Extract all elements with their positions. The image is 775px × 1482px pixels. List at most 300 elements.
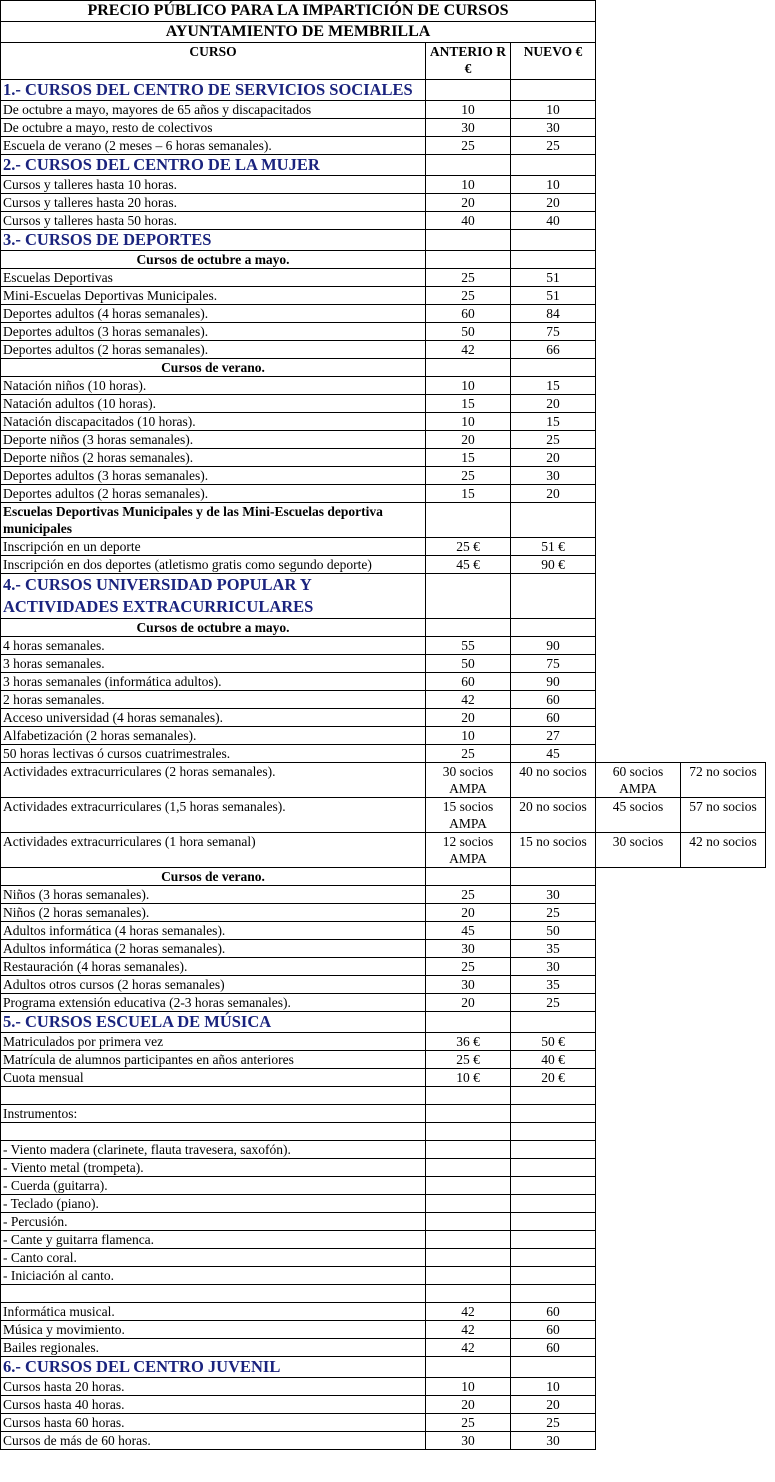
price-anterior — [426, 1267, 511, 1285]
table-row — [1, 305, 766, 323]
spacer-cell — [596, 431, 681, 449]
header-anterior: ANTERIO R € — [426, 43, 511, 80]
spacer-cell — [681, 886, 766, 904]
document-subtitle: AYUNTAMIENTO DE MEMBRILLA — [1, 22, 596, 43]
spacer-cell — [681, 323, 766, 341]
spacer-cell — [596, 958, 681, 976]
table-row — [1, 1378, 766, 1396]
section-heading-row — [1, 1012, 766, 1033]
spacer-cell — [596, 976, 681, 994]
spacer-cell — [681, 1069, 766, 1087]
group-heading-row — [1, 503, 766, 538]
price-anterior: 50 — [426, 323, 511, 341]
price-anterior: 25 € — [426, 538, 511, 556]
course-name: Cursos de más de 60 horas. — [1, 1432, 426, 1450]
table-row — [1, 1141, 766, 1159]
price-anterior: 25 — [426, 886, 511, 904]
spacer-cell — [596, 940, 681, 958]
price-anterior: 20 — [426, 994, 511, 1012]
price-nuevo: 20 no socios — [511, 798, 596, 833]
course-name: 50 horas lectivas ó cursos cuatrimestrales. — [1, 745, 426, 763]
table-row — [1, 1105, 766, 1123]
price-nuevo — [511, 1231, 596, 1249]
spacer-cell — [681, 538, 766, 556]
course-name: Inscripción en un deporte — [1, 538, 426, 556]
spacer-cell — [681, 1339, 766, 1357]
empty-cell — [511, 503, 596, 538]
spacer-cell — [681, 868, 766, 886]
spacer-cell — [596, 994, 681, 1012]
price-anterior: 45 € — [426, 556, 511, 574]
spacer-cell — [596, 538, 681, 556]
spacer-cell — [681, 413, 766, 431]
table-row — [1, 287, 766, 305]
price-nuevo: 15 no socios — [511, 833, 596, 868]
spacer-cell — [681, 1357, 766, 1378]
table-row — [1, 1195, 766, 1213]
course-name: Natación adultos (10 horas). — [1, 395, 426, 413]
spacer-cell — [596, 1414, 681, 1432]
spacer-cell — [681, 485, 766, 503]
spacer-cell — [596, 868, 681, 886]
price-anterior: 20 — [426, 709, 511, 727]
course-name: Niños (2 horas semanales). — [1, 904, 426, 922]
empty-cell — [511, 80, 596, 101]
price-anterior — [426, 1177, 511, 1195]
section-heading: 3.- CURSOS DE DEPORTES — [1, 230, 426, 251]
price-anterior: 40 — [426, 212, 511, 230]
table-row — [1, 194, 766, 212]
price-anterior: 10 — [426, 176, 511, 194]
spacer-cell — [681, 176, 766, 194]
price-nuevo: 45 — [511, 745, 596, 763]
spacer-cell — [596, 1339, 681, 1357]
course-name: - Canto coral. — [1, 1249, 426, 1267]
subheading: Cursos de octubre a mayo. — [1, 619, 426, 637]
spacer-cell — [681, 1267, 766, 1285]
spacer-cell — [596, 395, 681, 413]
table-row — [1, 431, 766, 449]
spacer-cell — [681, 1159, 766, 1177]
spacer-cell — [681, 655, 766, 673]
spacer-cell — [681, 709, 766, 727]
course-name: 2 horas semanales. — [1, 691, 426, 709]
price-anterior: 42 — [426, 1321, 511, 1339]
spacer-cell — [596, 1378, 681, 1396]
table-row — [1, 655, 766, 673]
empty-cell — [426, 251, 511, 269]
course-name: Música y movimiento. — [1, 1321, 426, 1339]
price-anterior: 25 — [426, 467, 511, 485]
section-heading-row — [1, 80, 766, 101]
course-name: Actividades extracurriculares (1 hora semanal) — [1, 833, 426, 868]
price-nuevo: 25 — [511, 904, 596, 922]
course-name — [1, 1285, 426, 1303]
table-row — [1, 1339, 766, 1357]
price-nuevo: 40 no socios — [511, 763, 596, 798]
spacer-cell — [681, 940, 766, 958]
price-nuevo: 66 — [511, 341, 596, 359]
course-name: - Viento madera (clarinete, flauta travesera, saxofón). — [1, 1141, 426, 1159]
table-row — [1, 1231, 766, 1249]
price-nuevo: 25 — [511, 994, 596, 1012]
price-anterior: 30 — [426, 1432, 511, 1450]
table-row — [1, 137, 766, 155]
empty-cell — [511, 155, 596, 176]
extracurricular-row — [1, 763, 766, 798]
price-nuevo: 10 — [511, 1378, 596, 1396]
price-anterior — [426, 1105, 511, 1123]
course-name: 3 horas semanales (informática adultos). — [1, 673, 426, 691]
spacer-cell — [681, 1213, 766, 1231]
section-heading-row — [1, 1357, 766, 1378]
spacer-cell — [596, 673, 681, 691]
spacer-cell — [681, 1141, 766, 1159]
price-nuevo — [511, 1141, 596, 1159]
price-nuevo: 50 — [511, 922, 596, 940]
spacer-cell — [596, 1069, 681, 1087]
empty-cell — [511, 574, 596, 619]
spacer-cell — [596, 922, 681, 940]
price-nuevo: 30 — [511, 119, 596, 137]
empty-cell — [511, 1357, 596, 1378]
price-anterior: 15 socios AMPA — [426, 798, 511, 833]
spacer-cell — [596, 1285, 681, 1303]
subheading: Cursos de verano. — [1, 359, 426, 377]
empty-cell — [426, 155, 511, 176]
course-name: - Cante y guitarra flamenca. — [1, 1231, 426, 1249]
course-name — [1, 1123, 426, 1141]
spacer-cell — [596, 176, 681, 194]
subheading-row — [1, 868, 766, 886]
spacer-cell — [596, 1033, 681, 1051]
price-anterior: 10 € — [426, 1069, 511, 1087]
price-anterior: 10 — [426, 101, 511, 119]
price-anterior — [426, 1285, 511, 1303]
course-name: Adultos informática (4 horas semanales). — [1, 922, 426, 940]
header-curso: CURSO — [1, 43, 426, 80]
course-name: Deportes adultos (2 horas semanales). — [1, 485, 426, 503]
course-name: De octubre a mayo, resto de colectivos — [1, 119, 426, 137]
price-anterior — [426, 1213, 511, 1231]
price-anterior: 10 — [426, 1378, 511, 1396]
course-name: Mini-Escuelas Deportivas Municipales. — [1, 287, 426, 305]
course-name: Informática musical. — [1, 1303, 426, 1321]
table-row — [1, 1159, 766, 1177]
empty-cell — [426, 359, 511, 377]
price-anterior: 30 — [426, 119, 511, 137]
price-anterior: 36 € — [426, 1033, 511, 1051]
spacer-cell — [596, 341, 681, 359]
table-row — [1, 323, 766, 341]
price-nuevo — [511, 1267, 596, 1285]
price-anterior: 30 — [426, 940, 511, 958]
price-nuevo: 25 — [511, 1414, 596, 1432]
table-row — [1, 1051, 766, 1069]
price-anterior — [426, 1087, 511, 1105]
course-name: Matrícula de alumnos participantes en años anteriores — [1, 1051, 426, 1069]
spacer-cell — [681, 1195, 766, 1213]
price-nuevo: 20 — [511, 1396, 596, 1414]
course-name: Bailes regionales. — [1, 1339, 426, 1357]
table-row — [1, 1213, 766, 1231]
price-anterior: 25 — [426, 269, 511, 287]
price-nuevo — [511, 1105, 596, 1123]
spacer-cell — [596, 904, 681, 922]
spacer-cell — [681, 1105, 766, 1123]
table-row — [1, 413, 766, 431]
empty-cell — [511, 230, 596, 251]
course-name: - Cuerda (guitarra). — [1, 1177, 426, 1195]
table-row — [1, 1069, 766, 1087]
spacer-cell — [596, 619, 681, 637]
price-anterior: 25 — [426, 287, 511, 305]
course-name: Cursos y talleres hasta 10 horas. — [1, 176, 426, 194]
subheading-row — [1, 359, 766, 377]
price-nuevo: 30 — [511, 886, 596, 904]
table-row — [1, 1033, 766, 1051]
empty-cell — [511, 619, 596, 637]
spacer-cell — [596, 269, 681, 287]
price-anterior: 25 — [426, 137, 511, 155]
spacer-cell — [681, 1396, 766, 1414]
table-row — [1, 1267, 766, 1285]
spacer-cell — [596, 503, 681, 538]
price-nuevo — [511, 1195, 596, 1213]
spacer-cell — [681, 251, 766, 269]
table-row — [1, 212, 766, 230]
spacer-cell — [681, 341, 766, 359]
spacer-cell — [681, 1177, 766, 1195]
spacer-cell — [596, 413, 681, 431]
spacer-cell — [596, 119, 681, 137]
price-nuevo: 90 — [511, 673, 596, 691]
spacer-cell — [681, 503, 766, 538]
price-anterior: 10 — [426, 377, 511, 395]
course-name: Acceso universidad (4 horas semanales). — [1, 709, 426, 727]
table-row — [1, 1303, 766, 1321]
table-row — [1, 485, 766, 503]
price-extra-2: 57 no socios — [681, 798, 766, 833]
document-title: PRECIO PÚBLICO PARA LA IMPARTICIÓN DE CURSOS — [1, 1, 596, 22]
table-row — [1, 904, 766, 922]
price-anterior: 42 — [426, 1303, 511, 1321]
price-anterior: 15 — [426, 449, 511, 467]
course-name: Restauración (4 horas semanales). — [1, 958, 426, 976]
table-row — [1, 922, 766, 940]
spacer-cell — [596, 727, 681, 745]
course-name: Adultos informática (2 horas semanales). — [1, 940, 426, 958]
course-name: Deportes adultos (4 horas semanales). — [1, 305, 426, 323]
spacer-cell — [681, 958, 766, 976]
price-anterior: 45 — [426, 922, 511, 940]
price-nuevo: 10 — [511, 101, 596, 119]
subheading: Cursos de verano. — [1, 868, 426, 886]
price-nuevo: 40 € — [511, 1051, 596, 1069]
spacer-cell — [596, 101, 681, 119]
empty-cell — [426, 574, 511, 619]
price-nuevo: 60 — [511, 1303, 596, 1321]
header-row — [1, 43, 766, 80]
table-row — [1, 1249, 766, 1267]
spacer-cell — [681, 212, 766, 230]
spacer-cell — [596, 574, 681, 619]
spacer-cell — [596, 1321, 681, 1339]
spacer-cell — [681, 377, 766, 395]
spacer-cell — [596, 449, 681, 467]
course-name: Instrumentos: — [1, 1105, 426, 1123]
spacer-cell — [596, 1267, 681, 1285]
price-nuevo: 75 — [511, 655, 596, 673]
price-anterior: 25 € — [426, 1051, 511, 1069]
price-nuevo: 60 — [511, 1321, 596, 1339]
price-nuevo: 20 — [511, 485, 596, 503]
table-row — [1, 1432, 766, 1450]
spacer-cell — [681, 467, 766, 485]
price-anterior: 10 — [426, 413, 511, 431]
course-name: Natación niños (10 horas). — [1, 377, 426, 395]
spacer-cell — [596, 1213, 681, 1231]
spacer-cell — [596, 886, 681, 904]
price-extra-2: 72 no socios — [681, 763, 766, 798]
spacer-cell — [681, 1033, 766, 1051]
subheading-row — [1, 619, 766, 637]
spacer-cell — [681, 673, 766, 691]
price-extra-1: 60 socios AMPA — [596, 763, 681, 798]
course-name: Programa extensión educativa (2-3 horas semanales). — [1, 994, 426, 1012]
price-anterior: 60 — [426, 673, 511, 691]
empty-cell — [426, 619, 511, 637]
spacer-cell — [596, 1123, 681, 1141]
course-name: Adultos otros cursos (2 horas semanales) — [1, 976, 426, 994]
price-nuevo — [511, 1123, 596, 1141]
table-row — [1, 1321, 766, 1339]
price-nuevo: 51 — [511, 269, 596, 287]
price-anterior: 55 — [426, 637, 511, 655]
section-heading-row — [1, 574, 766, 619]
price-nuevo: 90 — [511, 637, 596, 655]
table-row — [1, 1396, 766, 1414]
spacer-cell — [681, 359, 766, 377]
spacer-cell — [681, 619, 766, 637]
spacer-cell — [681, 287, 766, 305]
course-name: 3 horas semanales. — [1, 655, 426, 673]
course-name: Actividades extracurriculares (2 horas semanales). — [1, 763, 426, 798]
spacer-cell — [681, 137, 766, 155]
empty-cell — [426, 868, 511, 886]
table-row — [1, 269, 766, 287]
price-anterior — [426, 1195, 511, 1213]
spacer-cell — [596, 137, 681, 155]
course-name: - Teclado (piano). — [1, 1195, 426, 1213]
table-row — [1, 1414, 766, 1432]
course-name: Actividades extracurriculares (1,5 horas semanales). — [1, 798, 426, 833]
course-name: 4 horas semanales. — [1, 637, 426, 655]
spacer-cell — [681, 1303, 766, 1321]
empty-cell — [426, 1012, 511, 1033]
price-anterior: 25 — [426, 1414, 511, 1432]
course-name: Cursos y talleres hasta 20 horas. — [1, 194, 426, 212]
spacer-cell — [596, 1177, 681, 1195]
table-row — [1, 176, 766, 194]
section-heading-row — [1, 155, 766, 176]
course-name: Deportes adultos (3 horas semanales). — [1, 467, 426, 485]
price-anterior: 20 — [426, 904, 511, 922]
course-name: Deportes adultos (2 horas semanales). — [1, 341, 426, 359]
course-name: Deporte niños (3 horas semanales). — [1, 431, 426, 449]
spacer-cell — [681, 431, 766, 449]
spacer-cell — [681, 904, 766, 922]
price-nuevo: 15 — [511, 413, 596, 431]
course-name: Cursos hasta 40 horas. — [1, 1396, 426, 1414]
table-row — [1, 940, 766, 958]
spacer-cell — [681, 574, 766, 619]
price-nuevo: 35 — [511, 940, 596, 958]
spacer-cell — [596, 1396, 681, 1414]
spacer-cell — [596, 212, 681, 230]
price-nuevo: 30 — [511, 958, 596, 976]
empty-cell — [511, 359, 596, 377]
price-nuevo — [511, 1087, 596, 1105]
course-name: Cursos y talleres hasta 50 horas. — [1, 212, 426, 230]
table-row — [1, 101, 766, 119]
course-name: Deporte niños (2 horas semanales). — [1, 449, 426, 467]
table-row — [1, 1087, 766, 1105]
price-nuevo: 90 € — [511, 556, 596, 574]
table-row — [1, 958, 766, 976]
spacer-cell — [681, 556, 766, 574]
spacer-cell — [681, 637, 766, 655]
price-anterior — [426, 1141, 511, 1159]
spacer-cell — [596, 637, 681, 655]
price-nuevo: 50 € — [511, 1033, 596, 1051]
price-nuevo: 25 — [511, 137, 596, 155]
spacer-cell — [596, 194, 681, 212]
price-anterior: 15 — [426, 395, 511, 413]
table-row — [1, 1285, 766, 1303]
spacer-cell — [681, 230, 766, 251]
price-anterior — [426, 1123, 511, 1141]
price-anterior: 12 socios AMPA — [426, 833, 511, 868]
price-anterior: 42 — [426, 1339, 511, 1357]
price-extra-1: 30 socios — [596, 833, 681, 868]
price-nuevo: 51 — [511, 287, 596, 305]
table-row — [1, 976, 766, 994]
spacer-cell — [681, 1414, 766, 1432]
table-row — [1, 673, 766, 691]
course-name: - Percusión. — [1, 1213, 426, 1231]
empty-cell — [426, 1357, 511, 1378]
table-row — [1, 119, 766, 137]
course-name: Matriculados por primera vez — [1, 1033, 426, 1051]
table-row — [1, 994, 766, 1012]
price-anterior: 20 — [426, 1396, 511, 1414]
group-heading: Escuelas Deportivas Municipales y de las Mini-Escuelas deportiva municipales — [1, 503, 426, 538]
price-nuevo: 30 — [511, 1432, 596, 1450]
course-name — [1, 1087, 426, 1105]
price-anterior — [426, 1231, 511, 1249]
price-anterior: 20 — [426, 431, 511, 449]
spacer-cell — [681, 976, 766, 994]
subheading: Cursos de octubre a mayo. — [1, 251, 426, 269]
subheading-row — [1, 251, 766, 269]
course-name: Cuota mensual — [1, 1069, 426, 1087]
course-name: Cursos hasta 20 horas. — [1, 1378, 426, 1396]
table-row — [1, 395, 766, 413]
spacer-cell — [596, 655, 681, 673]
spacer-cell — [681, 395, 766, 413]
spacer-cell — [596, 745, 681, 763]
